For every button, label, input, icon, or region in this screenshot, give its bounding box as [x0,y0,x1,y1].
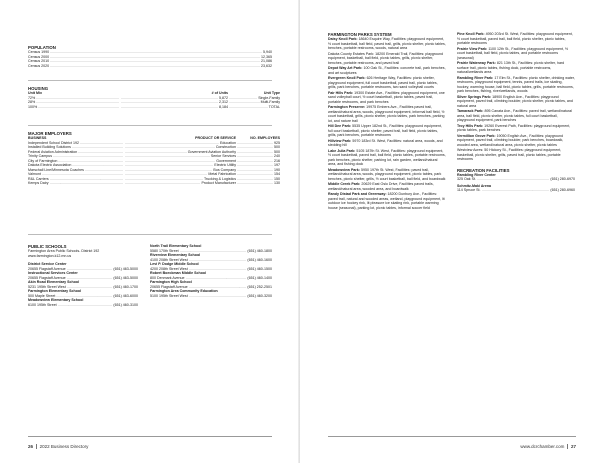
school-entry [28,271,138,280]
population-label: Census 1990 [28,50,50,55]
recreation-address-line [457,188,575,193]
school-address: 800 Denmark Avenue [150,275,185,280]
employer-business: Federal Aviation Administration [28,149,78,154]
park-description: 5950 197th St. West, Facilities: paved trail, wetland/natural area, woods, playground equipment, picnic tables, park benches, picnic shelter, grills, ½ court basketball, ball field, and boardwalk [328,167,446,181]
footer-title: 2022 Business Directory [39,444,89,449]
employer-product-cell [124,181,236,186]
school-phone: (651) 460-1700 [113,284,138,289]
employer-business: Valmont [28,172,41,177]
housing-mix: 72% [28,95,36,100]
school-name: Riverview Elementary School [150,253,201,257]
park-entry [328,192,446,210]
park-name: Pine Knoll Park: [457,32,485,36]
park-description: 1100 12th St., Facilities: playground equipment, ½ court basketball, ball field, picnic tables, and portable restrooms (seasonal) [457,46,568,60]
schools-left-column [28,244,138,307]
park-entry [328,66,446,75]
employer-product: Government Aviation Authority [187,149,236,154]
recreation-phone: (651) 280-6960 [550,188,575,193]
footer-rule [28,436,272,437]
park-name: Depot Way Art Park: [328,66,363,71]
population-value: 23,632 [261,63,272,68]
parks-heading: FARMINGTON PARKS SYSTEM [328,32,392,37]
park-name: Farmington Preserve: [328,105,366,110]
park-name: Randy Distad Park and Greenway: [328,192,387,197]
park-name: Rambling River Park: [457,75,494,80]
school-address: 5100 195th Street West [150,293,188,298]
park-description: 100 Oak St., Facilities: concrete trail, park benches, and art sculptures [328,66,446,75]
park-description: 4950 203rd St. West, Facilities: playground equipment, ½ court basketball, paved trail, ball field, picnic shelter, picnic tables, portable restrooms [457,32,573,45]
recreation-address: 114 Spruce St. [457,188,481,193]
recreation-entry [457,184,575,193]
housing-units: 5,872 [219,95,228,100]
school-address: 20655 Flagstaff Avenue [150,284,188,289]
park-name: Tamarack Park: [457,109,484,113]
park-entry [457,32,575,46]
housing-row [28,104,280,110]
school-entry [150,253,272,262]
park-name: Prairie View Park: [457,46,488,51]
park-entry [457,61,575,75]
school-entry [28,289,138,298]
school-name: Farmington Area Community Education [150,289,218,293]
dot-leader [58,303,113,308]
col-header-business: BUSINESS [28,136,47,141]
employer-product: Education [220,140,236,145]
housing-mix-cell [28,105,120,110]
employers-heading: MAJOR EMPLOYERS [28,131,72,136]
population-value: 21,086 [261,59,272,64]
housing-type: TOTAL [268,104,280,109]
footer-separator [36,444,37,449]
employer-business: Kemps Dairy [28,181,49,186]
employer-product: Electric Utility [214,163,236,168]
park-description: 895 Canata Ave., Facilities: paved trail, wetland/natural area, ball field, picnic shelter, picnic tables, full court basketball, playground equipment, park benches [457,109,572,122]
housing-type: Multi-Family [260,100,280,105]
park-description: 18200 Dunbury Ave., Facilities: paved trail, natural and wooded areas, wetland, playground equipment, lit outdoor ice hockey rink, lit pleasure ice skating rink, portable warming house (seasonal), parking lot, picnic tables, informal soccer field [328,192,445,210]
employer-count: 130 [274,181,280,186]
recreation-heading: RECREATION FACILITIES [457,167,510,173]
school-name: Farmington Elementary School [28,289,82,294]
dot-leader [50,181,123,186]
population-label: Census 2000 [28,54,50,59]
park-description: Westview Acres: 50 Hickory St., Facilities: playground equipment, basketball, picnic shelter, grills, paved trail, picnic tables, portable restrooms [457,148,562,161]
employer-business: City of Farmington [28,158,58,163]
dot-leader [477,177,549,182]
population-section [28,45,272,68]
park-entry [457,124,575,133]
park-entry [328,91,446,105]
school-name: Akin Road Elementary School [28,280,80,285]
employer-row [28,181,280,186]
recreation-name: Rambling River Center [457,172,496,177]
school-phone: (651) 460-1500 [247,266,272,271]
schools-right-column [150,244,272,298]
page-number: 27 [570,444,576,449]
park-description: 19050 English Ave., Facilities: playground equipment, paved trail, climbing boulder, park benches, boardwalk, wooded area, wetland/natural area, picnic shelter, picnic tables [457,133,564,147]
park-entry [328,105,446,123]
school-entry [150,262,272,271]
right-footer [520,444,576,450]
park-entry [328,182,446,191]
dot-leader [125,181,200,186]
employer-count: 925 [274,140,280,145]
employer-product: Bus Company [213,167,236,172]
employer-business: R&L Carriers [28,176,49,181]
employer-product: Construction [215,145,236,150]
employer-count: 216 [274,158,280,163]
population-label: Census 2010 [28,59,50,64]
employer-product: Metal Fabrication [208,172,236,177]
park-description: 18900 English Ave., Facilities: playground equipment, paved trail, climbing boulder, picnic shelter, picnic tables, and natural area [457,94,573,108]
col-header-product: PRODUCT OR SERVICE [195,136,236,141]
school-phone: (651) 460-1400 [247,275,272,280]
employer-product: Government [216,158,236,163]
employer-count: 150 [274,176,280,181]
park-description: 19975 Embers Ave., Facilities paved trail, wetland/natural area, woods, playground equipment, informal ball field, ½ court basketball, grills, picnic shelter, picnic tables, park benches, parking lot, and nature trail [328,105,445,123]
dot-leader [121,105,218,110]
population-row [28,64,272,69]
school-address: 4200 208th Street West [150,266,188,271]
park-name: Silver Springs Park: [457,94,492,99]
park-description: 626 Heritage Way, Facilities: picnic shelter, playground equipment, full court basketball, paved trail, picnic tables, grills, park benches, portable restrooms, two sand volleyball courts [328,76,438,90]
school-name: Instructional Services Center [28,271,78,276]
schools-website[interactable]: www.farmington.k12.mn.us [28,253,72,258]
right-page [300,0,600,463]
park-name: Hill Dee Park: [328,124,352,129]
park-description: 18640 Esquire Way, Facilities: playground equipment, ½ court basketball, ball field, paved trail, grills, picnic shelter, picnic tables, benches, portable restrooms, woods, natural area [328,37,446,51]
school-phone: (651) 463-6000 [113,293,138,298]
park-name: Middle Creek Park: [328,182,361,187]
housing-heading: HOUSING [28,86,49,91]
park-entry [457,47,575,61]
park-description: 5535 Upper 182nd St., Facilities: playground equipment, full court basketball, picnic shelter, paved trail, ball field, picnic tables, grills, park benches, portable restrooms [328,124,442,138]
school-name: Levi P. Dodge Middle School [150,262,199,266]
park-entry [328,37,446,51]
school-address: 20655 Flagstaff Avenue [28,275,66,280]
housing-units: 8,184 [219,104,228,109]
col-header-unit-mix: Unit Mix [28,91,42,96]
park-name: Lake Julia Park: [328,148,356,153]
park-name: Prairie Waterway Park: [457,61,496,65]
school-address: 5580 170th Street [150,248,179,253]
park-description: 19260 Everest Path, Facilities: playground equipment, picnic tables, park benches [457,123,571,132]
park-description: Dakota County Estates Park: 18200 Emerald Trail, Facilities: playground equipment, basketball, ball field, picnic tables, grills, picnic shelter, benches, portable restrooms, and paved trail [328,51,444,65]
recreation-address-line [457,177,575,182]
housing-mix: 28% [28,100,36,105]
school-phone: (651) 460-3100 [113,302,138,307]
school-name: North Trail Elementary School [150,244,202,248]
park-entry [328,124,446,138]
employer-count: 240 [274,154,280,159]
employer-business: Marschall Line/Minnesota Coaches [28,167,84,172]
population-heading: POPULATION [28,45,56,50]
school-entry [150,244,272,253]
schools-district: Farmington Area Public Schools- District 192 [28,249,100,254]
housing-units: 2,312 [219,100,228,105]
park-name: Hillview Park: [328,138,352,143]
school-entry [28,262,138,271]
employer-count-cell [236,181,280,186]
dot-leader [50,64,260,69]
park-description: 5970 183rd St. West, Facilities: natural area, woods, and sledding hill [328,138,443,148]
park-entry [457,95,575,109]
employer-business-cell [28,181,124,186]
school-phone: (651) 463-5000 [113,266,138,271]
recreation-name: Schmitz-Maki Arena [457,183,492,188]
housing-type: Single-Family [258,95,280,100]
park-entry [328,168,446,182]
park-name: Meadowview Park: [328,167,360,172]
population-value: 5,940 [263,50,272,55]
population-value: 12,365 [261,54,272,59]
park-name: Fair Hills Park: [328,90,354,95]
school-phone: (651) 460-1600 [247,257,272,262]
employer-business: Independent School District 192 [28,140,79,145]
school-phone: (651) 463-5000 [113,275,138,280]
col-header-units: # of Units [211,91,228,96]
recreation-phone: (651) 280-6970 [550,177,575,182]
housing-mix: 100% [28,104,38,109]
park-entry [328,139,446,148]
recreation-address: 325 Oak St. [457,177,476,182]
park-description: 19300 Estate Ave., Facilities: playground equipment, one sand volleyball court, ½ court basketball, picnic tables, paved trail, portable restrooms, and park benches [328,90,445,104]
school-name: Robert Boeckman Middle School [150,271,207,275]
school-entry [28,280,138,289]
employer-business: Dakota Electric Association [28,163,72,168]
park-description: 821 13th St., Facilities: picnic shelter, hard surface trail, picnic tables, fishing dock, portable restrooms, natural/wetlands area [457,61,565,74]
school-address: 6100 195th Street [28,302,57,307]
divider [28,125,272,126]
dot-leader [237,181,273,186]
school-phone: (651) 460-3200 [247,293,272,298]
school-name: District Service Center [28,262,67,267]
dot-leader [229,105,268,110]
employer-business: Installed Building Solutions [28,145,71,150]
park-name: Vermillion Grove Park: [457,133,496,138]
left-footer [28,444,88,450]
footer-rule [328,436,576,437]
employer-count: 197 [274,163,280,168]
schools-heading: PUBLIC SCHOOLS [28,244,67,249]
park-name: Evergreen Knoll Park: [328,76,366,81]
col-header-employees: NO. EMPLOYEES [250,136,280,141]
footer-url[interactable]: www.dcrchamber.com [520,444,565,449]
school-entry [150,289,272,298]
park-entry [328,52,446,66]
park-description: 5105 187th St. West, Facilities: playground equipment, ½ court basketball, paved trail, ball field, picnic tables, portable restrooms, park benches, picnic shelter, parking lot, rain garden, wetland/natural area, and fishing dock [328,148,446,167]
dot-leader [186,276,247,281]
school-entry [150,280,272,289]
school-address: 500 Maple Street [28,293,56,298]
school-address: 5231 195th Street West [28,284,66,289]
park-entry [457,134,575,148]
recreation-entry [457,173,575,182]
col-header-unit-type: Unit Type [263,91,280,96]
school-address-line [150,294,272,299]
employer-count: 154 [274,172,280,177]
dot-leader [482,188,550,193]
dot-leader [38,105,119,110]
footer-separator [567,444,568,449]
park-description: 20629 East Oslo Drive, Facilities paved trails, wetland/natural area, wooded area, and boardwalk [328,182,434,191]
school-entry [28,298,138,307]
employer-count: 190 [274,167,280,172]
divider [28,80,272,81]
employer-product: Trucking & Logistics [203,176,236,181]
employers-section [28,131,280,186]
parks-column-1 [328,32,446,211]
housing-units-cell [120,105,228,110]
school-address: 20655 Flagstaff Avenue [28,266,66,271]
school-phone: (651) 252-2501 [247,284,272,289]
employer-count: 500 [274,145,280,150]
employer-business: Trinity Campus [28,154,53,159]
school-phone: (651) 460-1800 [247,248,272,253]
park-entry [457,148,575,162]
park-name: Troy Hills Park: [457,123,484,128]
school-entry [150,271,272,280]
parks-column-2 [457,32,575,195]
park-entry [328,76,446,90]
school-name: Meadowview Elementary School [28,298,84,303]
employer-count: 500 [274,149,280,154]
page-number: 26 [28,444,34,449]
park-entry [328,149,446,167]
park-name: Daisy Knoll Park: [328,37,358,42]
park-entry [457,109,575,123]
housing-type-cell [228,105,280,110]
employer-product: Senior Services [210,154,236,159]
employer-product: Product Manufacturer [201,181,236,186]
school-address-line [28,303,138,308]
school-name: Farmington High School [150,280,192,284]
population-label: Census 2020 [28,63,50,68]
divider [28,234,272,235]
housing-section [28,86,280,109]
park-description: 17 Elm St., Facilities: picnic shelter, drinking water, restrooms, playground equipment, tennis, paved trails, ice skating, hockey, warming house, ball field, picnic tables, grills, portable restrooms, park benches, fishing, river/wetlands, woods [457,75,575,93]
dot-leader [189,294,247,299]
park-entry [457,76,575,94]
school-address: 4100 208th Street West [150,257,188,262]
